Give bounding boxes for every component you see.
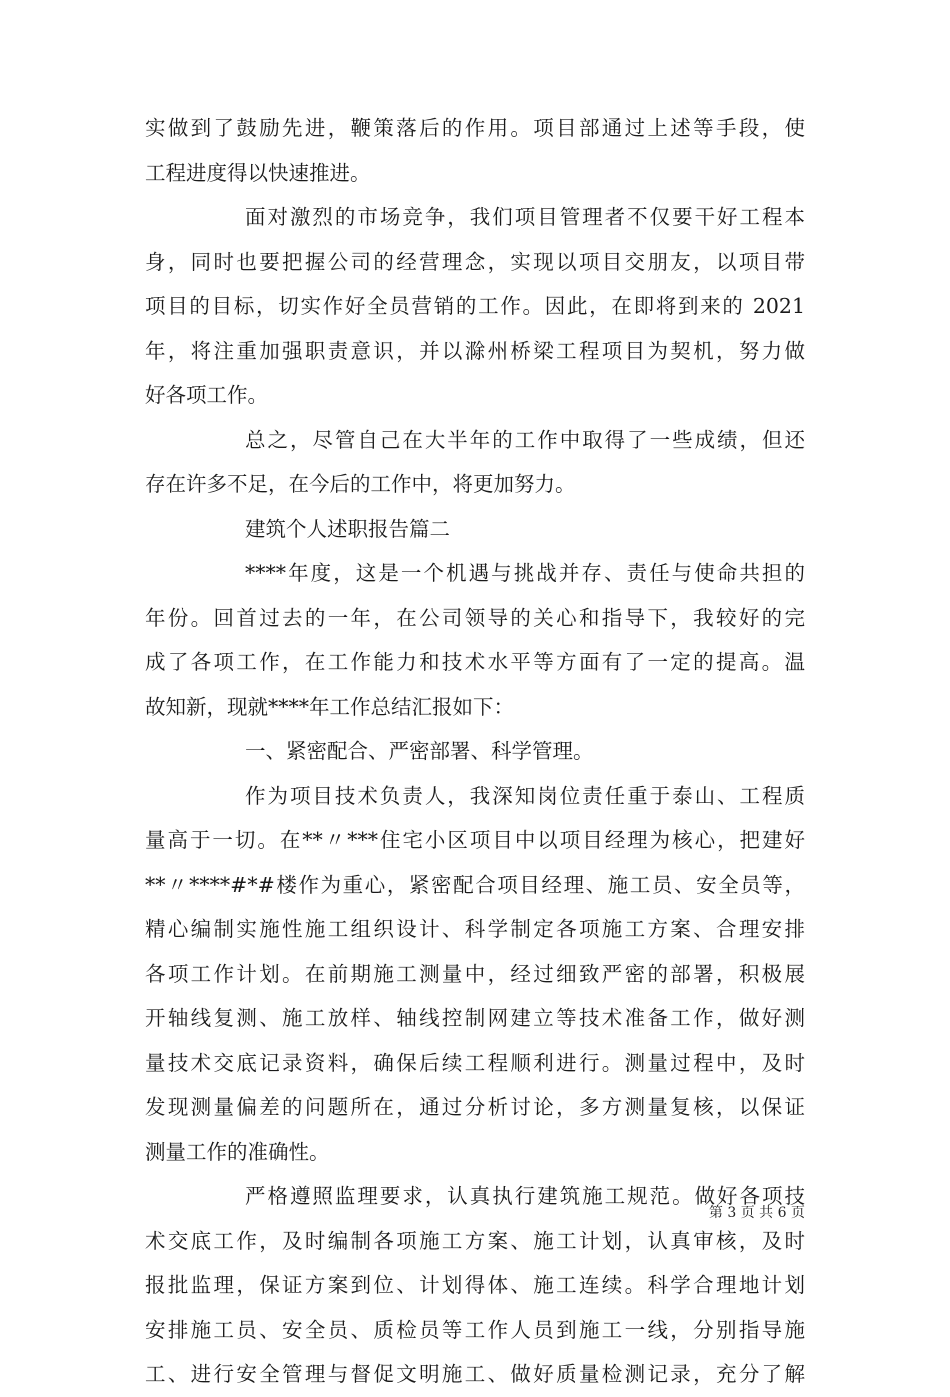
- text-line: 工、进行安全管理与督促文明施工、做好质量检测记录，充分了解: [145, 1362, 805, 1386]
- text-line: 作为项目技术负责人，我深知岗位责任重于泰山、工程质: [245, 783, 805, 808]
- text-line: 一、紧密配合、严密部署、科学管理。: [245, 739, 594, 763]
- text-line: 安排施工员、安全员、质检员等工作人员到施工一线，分别指导施: [145, 1317, 805, 1342]
- text-line: 测量工作的准确性。: [145, 1139, 330, 1164]
- text-line: ****年度，这是一个机遇与挑战并存、责任与使命共担的: [245, 561, 805, 585]
- text-line: 建筑个人述职报告篇二: [245, 516, 450, 541]
- text-line: 量高于一切。在**〃***住宅小区项目中以项目经理为核心，把建好: [145, 828, 805, 852]
- text-line: 好各项工作。: [145, 383, 268, 407]
- text-line: 严格遵照监理要求，认真执行建筑施工规范。做好各项技: [245, 1184, 805, 1208]
- text-line: 故知新，现就****年工作总结汇报如下：: [145, 694, 514, 719]
- text-line: **〃****#*#楼作为重心，紧密配合项目经理、施工员、安全员等，: [145, 872, 805, 897]
- text-line: 实做到了鼓励先进，鞭策落后的作用。项目部通过上述等手段，使: [145, 116, 805, 140]
- text-line: 发现测量偏差的问题所在，通过分析讨论，多方测量复核，以保证: [145, 1095, 805, 1119]
- text-line: 精心编制实施性施工组织设计、科学制定各项施工方案、合理安排: [145, 917, 805, 941]
- text-line: 年份。回首过去的一年，在公司领导的关心和指导下，我较好的完: [145, 605, 805, 630]
- text-line: 开轴线复测、施工放样、轴线控制网建立等技术准备工作，做好测: [145, 1006, 805, 1030]
- text-line: 工程进度得以快速推进。: [145, 160, 371, 185]
- text-line: 成了各项工作，在工作能力和技术水平等方面有了一定的提高。温: [145, 650, 805, 674]
- text-line: 总之，尽管自己在大半年的工作中取得了一些成绩，但还: [245, 427, 805, 452]
- text-line: 术交底工作，及时编制各项施工方案、施工计划，认真审核，及时: [145, 1228, 805, 1253]
- text-line: 各项工作计划。在前期施工测量中，经过细致严密的部署，积极展: [145, 961, 805, 986]
- text-line: 量技术交底记录资料，确保后续工程顺利进行。测量过程中，及时: [145, 1050, 805, 1075]
- text-line: 报批监理，保证方案到位、计划得体、施工连续。科学合理地计划: [145, 1273, 805, 1297]
- text-line: 年，将注重加强职责意识，并以滁州桥梁工程项目为契机，努力做: [145, 338, 805, 363]
- page-number: 第 3 页 共 6 页: [708, 1205, 805, 1221]
- text-line: 身，同时也要把握公司的经营理念，实现以项目交朋友，以项目带: [145, 249, 805, 274]
- text-line: 项目的目标，切实作好全员营销的工作。因此，在即将到来的 2021: [145, 294, 805, 318]
- text-line: 存在许多不足，在今后的工作中，将更加努力。: [145, 472, 576, 496]
- text-line: 面对激烈的市场竞争，我们项目管理者不仅要干好工程本: [245, 205, 805, 229]
